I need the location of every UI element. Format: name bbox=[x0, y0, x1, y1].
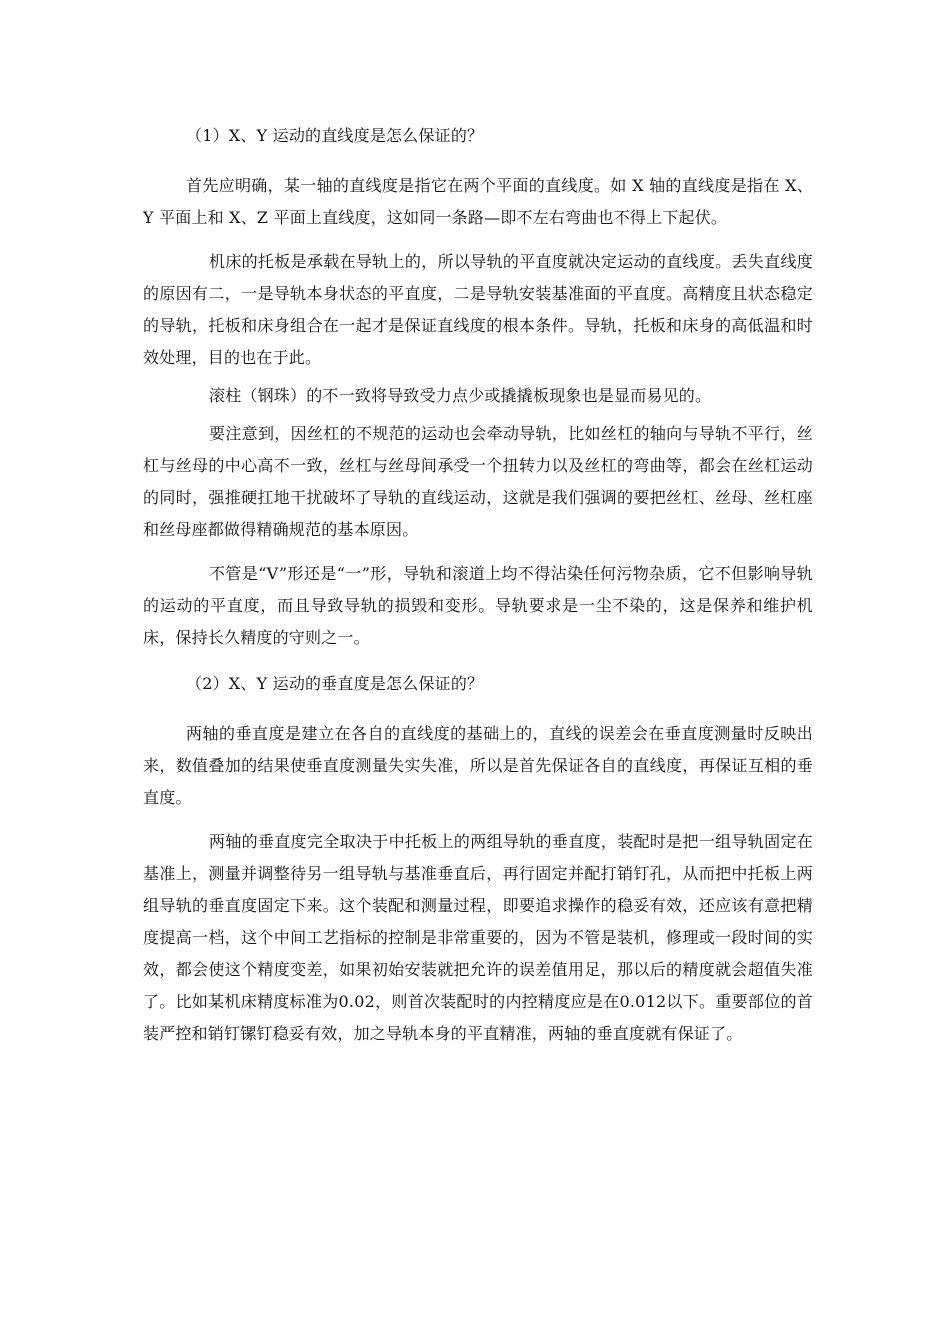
paragraph-guide-rail-flatness: 机床的托板是承载在导轨上的，所以导轨的平直度就决定运动的直线度。丢失直线度的原因有二，一是导轨本身状态的平直度，二是导轨安装基准面的平直度。高精度且状态稳定的导轨，托板和床身组合在一起才是保证直线度的根本条件。导轨，托板和床身的高低温和时效处理，目的也在于此。 bbox=[143, 252, 813, 367]
paragraph-perpendicularity-assembly: 两轴的垂直度完全取决于中托板上的两组导轨的垂直度，装配时是把一组导轨固定在基准上，测量并调整待另一组导轨与基准垂直后，再行固定并配打销钉孔，从而把中托板上两组导轨的垂直度固定下来。这个装配和测量过程，即要追求操作的稳妥有效，还应该有意把精度提高一档，这个中间工艺指标的控制是非常重要的，因为不管是装机，修理或一段时间的实效，都会使这个精度变差，如果初始安装就把允许的误差值用足，那以后的精度就会超值失准了。比如某机床精度标准为0.02，则首次装配时的内控精度应是在0.012以下。重要部位的首装严控和销钉镙钉稳妥有效，加之导轨本身的平直精准，两轴的垂直度就有保证了。 bbox=[143, 832, 813, 1043]
section-heading-perpendicularity: （2）X、Y 运动的垂直度是怎么保证的？ bbox=[186, 674, 484, 693]
paragraph-straightness-definition: 首先应明确，某一轴的直线度是指它在两个平面的直线度。如 X 轴的直线度是指在 X、Y 平面上和 X、Z 平面上直线度，这如同一条路—即不左右弯曲也不得上下起伏。 bbox=[143, 176, 813, 227]
paragraph-lead-screw-influence: 要注意到，因丝杠的不规范的运动也会牵动导轨，比如丝杠的轴向与导轨不平行，丝杠与丝母的中心高不一致，丝杠与丝母间承受一个扭转力以及丝杠的弯曲等，都会在丝杠运动的同时，强推硬扛地干扰破坏了导轨的直线运动，这就是我们强调的要把丝杠、丝母、丝杠座和丝母座都做得精确规范的基本原因。 bbox=[143, 424, 813, 539]
paragraph-roller-consistency: 滚柱（钢珠）的不一致将导致受力点少或撬撬板现象也是显而易见的。 bbox=[209, 386, 712, 405]
paragraph-rail-cleanliness: 不管是“V”形还是“一”形，导轨和滚道上均不得沾染任何污物杂质，它不但影响导轨的运动的平直度，而且导致导轨的损毁和变形。导轨要求是一尘不染的，这是保养和维护机床，保持长久精度的守则之一。 bbox=[143, 564, 813, 647]
section-heading-straightness: （1）X、Y 运动的直线度是怎么保证的？ bbox=[186, 126, 484, 145]
paragraph-perpendicularity-basis: 两轴的垂直度是建立在各自的直线度的基础上的，直线的误差会在垂直度测量时反映出来，数值叠加的结果使垂直度测量失实失准，所以是首先保证各自的直线度，再保证互相的垂直度。 bbox=[143, 724, 813, 807]
document-body bbox=[143, 120, 813, 1050]
